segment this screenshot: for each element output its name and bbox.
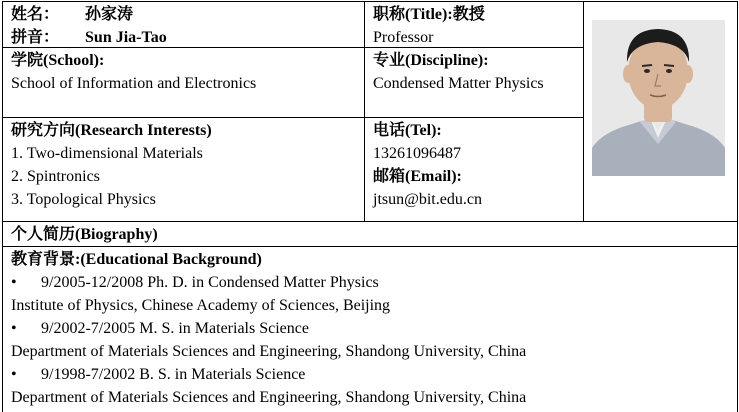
- education-degree: 9/2002-7/2005 M. S. in Materials Science: [41, 320, 309, 337]
- education-degree: 9/1998-7/2002 B. S. in Materials Science: [41, 366, 306, 383]
- row-divider-2: [2, 117, 584, 118]
- bullet-icon: •: [11, 366, 17, 383]
- discipline-value: Condensed Matter Physics: [373, 75, 544, 92]
- table-border-right: [737, 1, 738, 412]
- school-label: 学院(School):: [11, 52, 105, 69]
- biography-header-cell: [11, 223, 731, 246]
- pinyin-value: Sun Jia-Tao: [85, 29, 167, 46]
- education-institution: Department of Materials Sciences and Engineering, Shandong University, China: [11, 343, 527, 360]
- title-label: 职称(Title):教授: [373, 6, 485, 23]
- portrait-image: [592, 20, 725, 176]
- discipline-label: 专业(Discipline):: [373, 52, 489, 69]
- research-item: 3. Topological Physics: [11, 191, 156, 208]
- contact-cell: [373, 119, 581, 211]
- research-cell: [11, 119, 361, 211]
- bullet-icon: •: [11, 320, 17, 337]
- school-value: School of Information and Electronics: [11, 75, 257, 92]
- title-value: Professor: [373, 29, 434, 46]
- education-degree: 9/2005-12/2008 Ph. D. in Condensed Matter Physics: [41, 274, 379, 291]
- name-value: 孙家涛: [85, 6, 134, 23]
- education-label: 教育背景:(Educational Background): [11, 251, 262, 268]
- tel-label: 电话(Tel):: [373, 122, 442, 139]
- research-item: 2. Spintronics: [11, 168, 100, 185]
- bullet-icon: •: [11, 274, 17, 291]
- table-border-top: [2, 1, 738, 2]
- email-label: 邮箱(Email):: [373, 168, 462, 185]
- tel-value: 13261096487: [373, 145, 461, 162]
- biography-label: 个人简历(Biography): [11, 226, 158, 243]
- portrait-photo: [592, 20, 725, 176]
- biography-content-cell: [11, 248, 731, 409]
- school-cell: [11, 49, 361, 95]
- education-degree-row: [11, 271, 731, 294]
- education-degree-row: [11, 317, 731, 340]
- pinyin-label: 拼音：: [11, 29, 60, 46]
- col-divider-2: [583, 1, 584, 222]
- pinyin-row: [11, 26, 361, 49]
- title-cell: [373, 3, 581, 49]
- row-divider-4: [2, 246, 738, 247]
- research-label: 研究方向(Research Interests): [11, 122, 212, 139]
- research-item: 1. Two-dimensional Materials: [11, 145, 203, 162]
- row-divider-3: [2, 221, 738, 222]
- col-divider-1: [364, 1, 365, 222]
- name-label: 姓名：: [11, 6, 60, 23]
- table-border-left: [2, 1, 3, 412]
- discipline-cell: [373, 49, 581, 95]
- education-degree-row: [11, 363, 731, 386]
- email-value[interactable]: jtsun@bit.edu.cn: [373, 191, 482, 208]
- education-institution: Department of Materials Sciences and Engineering, Shandong University, China: [11, 389, 527, 406]
- name-cell: [11, 3, 361, 49]
- education-institution: Institute of Physics, Chinese Academy of Sciences, Beijing: [11, 297, 391, 314]
- name-row: [11, 3, 361, 26]
